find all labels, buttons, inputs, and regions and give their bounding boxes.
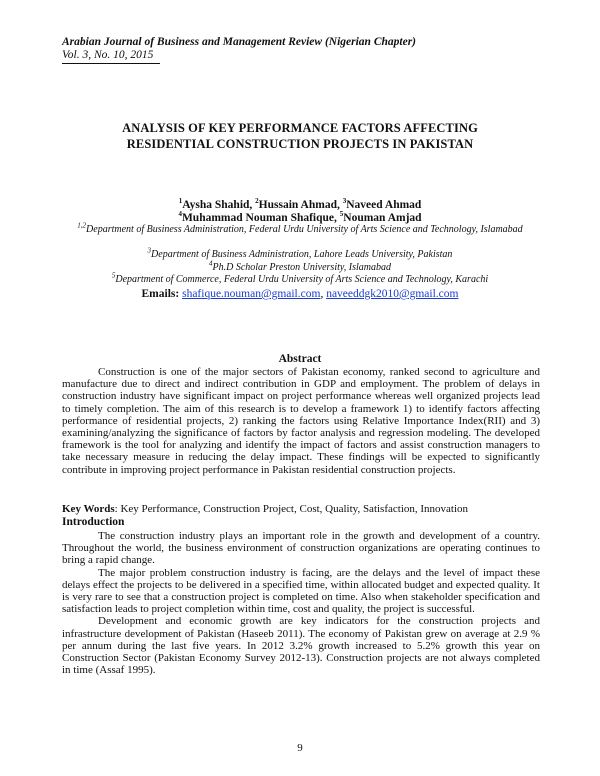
- emails-separator: ,: [320, 288, 327, 300]
- abstract-heading: Abstract: [278, 353, 322, 365]
- abstract-text: Construction is one of the major sectors of Pakistan economy, ranked second to agriculture and manufacture due to direct and indirect contribution in GDP and employment. The problem of delays in construction industry have significant impact on project performance whereas well organized projects lead to timely completion. The aim of this research is to develop a framework 1) to identify factors affecting performance of residential projects, 2) ranking the factors using Relative Importance Index(RII) and 3) examining/analyzing the significance of factors by factor analysis and regression modeling. The developed framework is the tool for analyzing and identify the impact of factors and assist construction managers to take necessary measure in reducing the delay impact. These findings will be expected to significantly contribute in improving project performance in Pakistan residential construction projects.: [62, 366, 540, 476]
- affiliation-2: [30, 246, 570, 262]
- author-sup: 3: [342, 197, 347, 206]
- affiliation-text: Department of Commerce, Federal Urdu University of Arts Science and Technology, Karachi: [115, 274, 489, 285]
- author-line-1: [40, 199, 560, 211]
- introduction-heading: Introduction: [62, 516, 125, 528]
- affiliation-text: Ph.D Scholar Preston University, Islamabad: [212, 262, 391, 273]
- header-rule: [62, 63, 160, 64]
- author-sup: 1: [178, 197, 183, 206]
- introduction-paragraph-2: The major problem construction industry is facing, are the delays and the level of impact these delays effect the projects to be delivered in a specified time, within allocated budget and expected quality. It is very rare to see that a construction project is completed on time. Also when stakeholder specification and satisfaction leads to project completion within time, cost and quality, the project is successful.: [62, 566, 540, 616]
- affiliation-sup: 4: [208, 259, 213, 268]
- paper-title-line-2: RESIDENTIAL CONSTRUCTION PROJECTS IN PAKISTAN: [126, 137, 474, 151]
- author-name: Aysha Shahid,: [182, 199, 256, 211]
- emails-label: Emails:: [141, 288, 183, 300]
- email-link-2[interactable]: naveeddgk2010@gmail.com: [326, 288, 459, 300]
- affiliation-sup: 3: [147, 246, 152, 255]
- affiliation-sup: 1,2: [77, 221, 87, 230]
- email-link-1[interactable]: shafique.nouman@gmail.com: [182, 288, 321, 300]
- affiliation-4: [30, 271, 570, 287]
- author-name: Hussain Ahmad,: [258, 199, 343, 211]
- author-name: Naveed Ahmad: [346, 199, 422, 211]
- keywords-label: Key Words: [62, 503, 115, 515]
- author-sup: 2: [255, 197, 259, 206]
- journal-name: Arabian Journal of Business and Management Review (Nigerian Chapter): [62, 36, 416, 48]
- paper-title-line-1: ANALYSIS OF KEY PERFORMANCE FACTORS AFFECTING: [122, 121, 478, 135]
- author-line-2: [40, 212, 560, 224]
- introduction-paragraph-3: Development and economic growth are key indicators for the construction projects and infrastructure development of Pakistan (Haseeb 2011). The economy of Pakistan grew on average at 2.9 % per annum during the last five years. In 2012 3.2% growth increased to 5.2% growth this year on Construction Sector (Pakistan Economy Survey 2012-13). Construction projects are not always completed in time (Assaf 1995).: [62, 615, 540, 677]
- introduction-body: [62, 530, 540, 676]
- author-sup: 5: [339, 210, 344, 219]
- author-sup: 4: [178, 210, 182, 219]
- emails-line: [40, 288, 560, 300]
- keywords-text: : Key Performance, Construction Project, Cost, Quality, Satisfaction, Innovation: [114, 503, 469, 515]
- author-name: Nouman Amjad: [343, 212, 422, 224]
- affiliation-text: Department of Business Administration, Federal Urdu University of Arts Science and Technology, Islamabad: [86, 224, 523, 235]
- affiliation-sup: 5: [111, 271, 116, 280]
- affiliation-1: [30, 221, 570, 237]
- author-name: Muhammad Nouman Shafique,: [181, 212, 340, 224]
- affiliation-text: Department of Business Administration, Lahore Leads University, Pakistan: [151, 249, 453, 260]
- journal-volume: Vol. 3, No. 10, 2015: [62, 49, 154, 61]
- introduction-paragraph-1: The construction industry plays an important role in the growth and development of a country. Throughout the world, the business environment of construction organizations are operating continues to bring a rapid change.: [62, 530, 540, 567]
- keywords-line: [62, 503, 540, 515]
- page-number: 9: [297, 742, 303, 754]
